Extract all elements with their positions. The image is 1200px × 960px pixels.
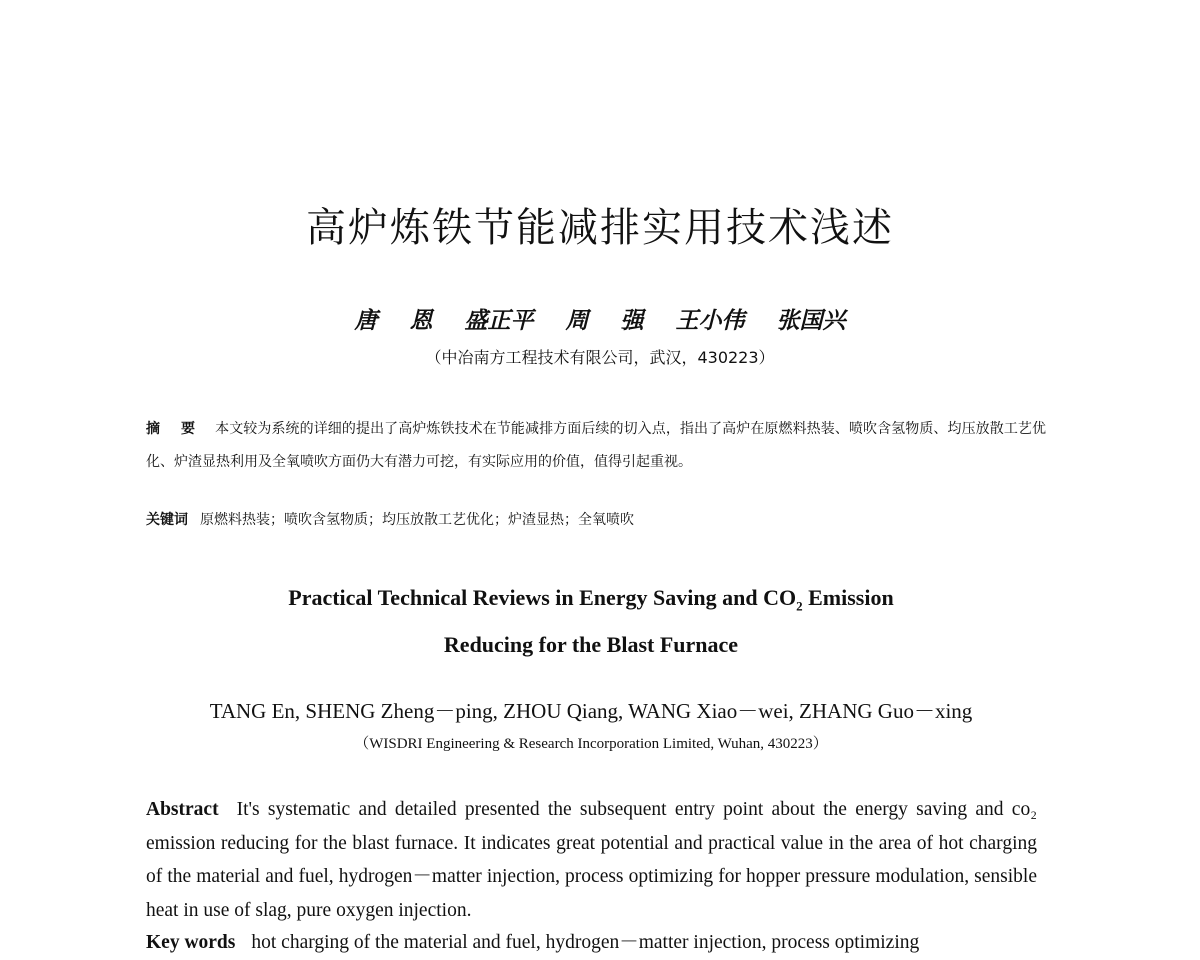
chinese-abstract-text: 本文较为系统的详细的提出了高炉炼铁技术在节能减排方面后续的切入点，指出了高炉在原燃料热装、喷吹含氢物质、均压放散工艺优化、炉渣显热利用及全氧喷吹方面仍大有潜力可挖，有实际应用的价值，值得引起重视。 [146,421,1047,470]
english-authors: TANG En, SHENG Zheng－ping, ZHOU Qiang, WANG Xiao－wei, ZHANG Guo－xing [209,699,973,723]
english-keywords-text: hot charging of the material and fuel, hydrogen－matter injection, process optimizing [251,932,920,953]
english-title-line-2: Reducing for the Blast Furnace [443,632,739,658]
chinese-title: 高炉炼铁节能减排实用技术浅述 [306,205,894,251]
chinese-keywords-label: 关键词 [146,512,188,528]
english-title-line-1: Practical Technical Reviews in Energy Saving and $CO_2$ Emission [288,585,894,614]
chinese-keywords [146,508,1046,532]
english-keywords-label: Key words [146,932,236,953]
chinese-abstract [146,413,1046,479]
chinese-authors: 唐 恩 盛正平 周 强 王小伟 张国兴 [354,307,846,334]
english-abstract-text: It's systematic and detailed presented the subsequent entry point about the energy saving and co₂ emission reducing for the blast furnace. It indicates great potential and practical value in the area of hot charging of the material and fuel, hydrogen－matter injection, process optimizing for hopper pressure modulation, sensible heat in use of slag, pure oxygen injection. [146,799,1037,921]
english-abstract [146,793,1037,927]
english-abstract-label: Abstract [146,799,219,820]
english-keywords [146,926,1106,960]
english-affiliation: （WISDRI Engineering & Research Incorporation Limited, Wuhan, 430223） [354,736,828,752]
chinese-affiliation: （中冶南方工程技术有限公司，武汉，430223） [425,348,775,367]
chinese-abstract-label: 摘 要 [146,421,204,437]
chinese-keywords-text: 原燃料热装；喷吹含氢物质；均压放散工艺优化；炉渣显热；全氧喷吹 [200,512,634,528]
english-title [0,578,1182,664]
